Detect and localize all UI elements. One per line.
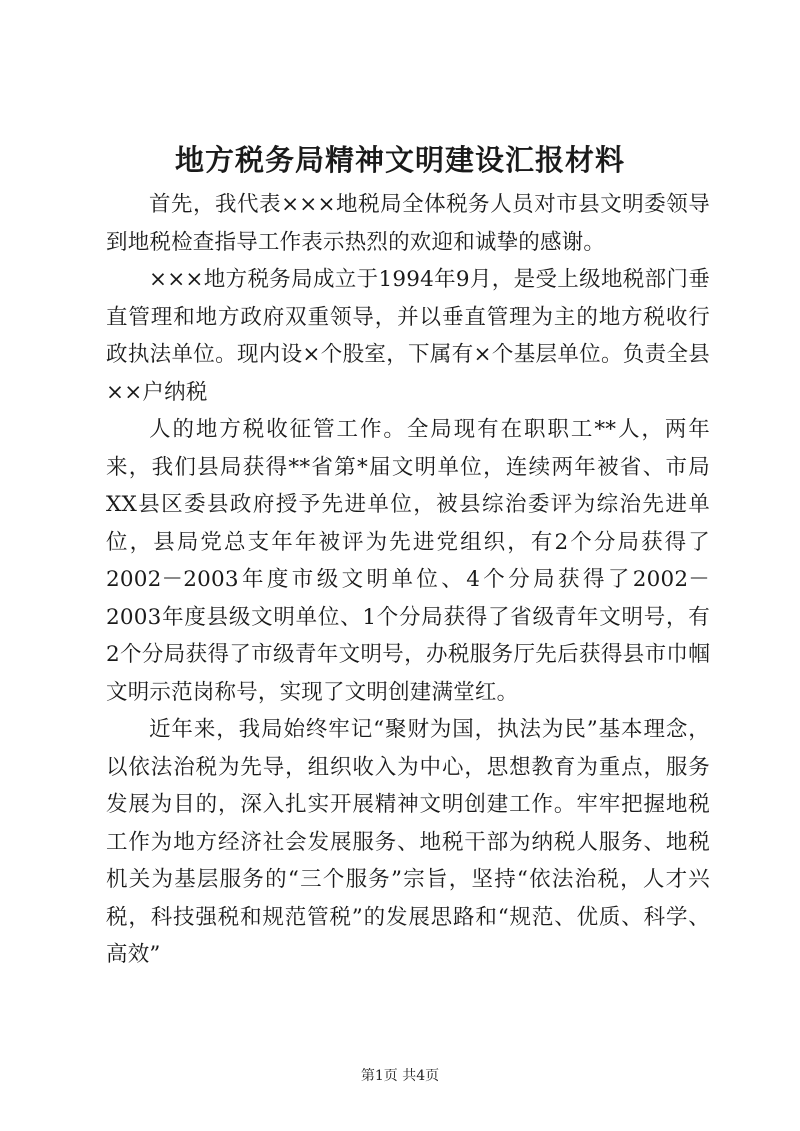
document-title: 地方税务局精神文明建设汇报材料	[174, 143, 625, 177]
paragraph-welcome: 首先，我代表×××地税局全体税务人员对市县文明委领导到地税检查指导工作表示热烈的欢迎和诚挚的感谢。	[106, 192, 710, 255]
paragraph-achievements: 人的地方税收征管工作。全局现有在职职工**人，两年来，我们县局获得**省第*届文明单位，连续两年被省、市局XX县区委县政府授予先进单位，被县综治委评为综治先进单位，县局党总支年年被评为先进党组织，有2个分局获得了2002－2003年度市级文明单位、4个分局获得了2002－2003年度县级文明单位、1个分局获得了省级青年文明号，有2个分局获得了市级青年文明号，办税服务厅先后获得县市巾帼文明示范岗称号，实现了文明创建满堂红。	[106, 417, 710, 705]
document-body	[106, 186, 710, 974]
paragraph-recent-work: 近年来，我局始终牢记“聚财为国，执法为民”基本理念，以依法治税为先导，组织收入为中心，思想教育为重点，服务发展为目的，深入扎实开展精神文明创建工作。牢牢把握地税工作为地方经济社会发展服务、地税干部为纳税人服务、地税机关为基层服务的“三个服务”宗旨，坚持“依法治税，人才兴税，科技强税和规范管税”的发展思路和“规范、优质、科学、高效”	[106, 717, 710, 967]
paragraph-bureau-intro: ×××地方税务局成立于1994年9月，是受上级地税部门垂直管理和地方政府双重领导，并以垂直管理为主的地方税收行政执法单位。现内设×个股室，下属有×个基层单位。负责全县××户纳税	[106, 267, 710, 405]
page-footer: 第1页 共4页	[360, 1068, 440, 1084]
